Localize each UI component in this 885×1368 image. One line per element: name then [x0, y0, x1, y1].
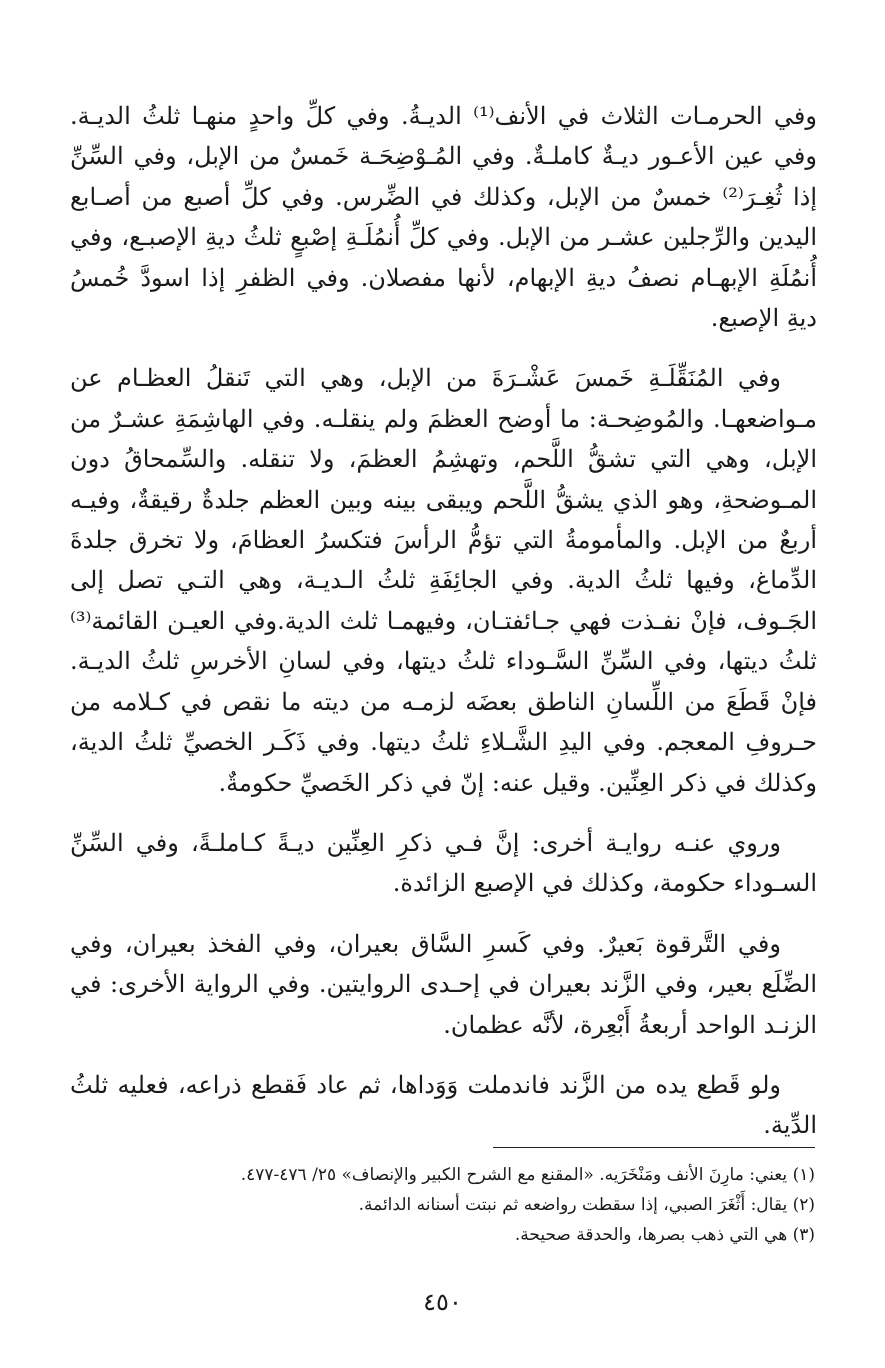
- paragraph-2: وفي المُنَقِّلَـةِ خَمسَ عَشْـرَةَ من الإبل، وهي التي تَنقلُ العظـام عن مـواضعهـا. والمُوضِحـة: ما أوضح العظمَ ولم ينقلـه. وفي الهاشِمَةِ عشـرٌ من الإبل، وهي التي تشقُّ اللَّحم، وتهشِمُ العظمَ، ولا تنقله. والسِّمحاقُ دون المـوضحةِ، وهو الذي يشقُّ اللَّحم ويبقى بينه وبين العظم جلدةٌ رقيقةٌ، وفيـه أربعٌ من الإبل. والمأمومةُ التي تؤمُّ الرأسَ فتكسرُ العظامَ، ولا تخرق جلدةَ الدِّماغ، وفيها ثلثُ الدية. وفي الجائِفَةِ ثلثُ الـديـة، وهي التـي تصل إلى الجَـوف، فإنْ نفـذت فهي جـائفتـان، وفيهمـا ثلث الدية.وفي العيـن القائمة⁽³⁾ ثلثُ ديتها، وفي السِّنِّ السَّـوداء ثلثُ ديتها، وفي لسانِ الأخرسِ ثلثُ الديـة. فإنْ قَطَعَ من اللِّسانِ الناطق بعضَه لزمـه من ديته ما نقص في كـلامه من حـروفِ المعجم. وفي اليدِ الشَّـلاءِ ثلثُ ديتها. وفي ذَكَـر الخصيِّ ثلثُ الدية، وكذلك في ذكر العِنِّين. وقيل عنه: إنّ في ذكر الخَصيِّ حكومةٌ.: [70, 364, 817, 797]
- paragraph-5: ولو قَطع يده من الزَّند فاندملت وَوَداها، ثم عاد فَقطع ذراعه، فعليه ثلثُ الدِّية.: [70, 1070, 817, 1140]
- paragraph-3: وروي عنـه روايـة أخرى: إنَّ فـي ذكرِ العِنِّين ديـةً كـاملـةً، وفي السِّنِّ السـوداء حكومة، وكذلك في الإصبع الزائدة.: [70, 828, 817, 898]
- paragraph-4: وفي التَّرقوة بَعيرٌ. وفي كَسرِ السَّاق بعيران، وفي الفخذ بعيران، وفي الضِّلَع بعير، وفي الزَّند بعيران في إحـدى الروايتين. وفي الرواية الأخرى: في الزنـد الواحد أربعةُ أَبْعِرة، لأنَّه عظمان.: [70, 929, 817, 1039]
- footnote-1: (١) يعني: مارِنَ الأنف ومَنْخَرَيه. «المقنع مع الشرح الكبير والإنصاف» ٢٥/ ٤٧٦-٤٧٧.: [240, 1165, 815, 1185]
- footnote-separator: [493, 1147, 815, 1148]
- footnote-2: (٢) يقال: أَثْغَرَ الصبي، إذا سقطت رواضعه ثم نبتت أسنانه الدائمة.: [358, 1195, 815, 1215]
- page-number: ٤٥٠: [423, 1288, 462, 1316]
- footnote-3: (٣) هي التي ذهب بصرها، والحدقة صحيحة.: [514, 1225, 815, 1245]
- paragraph-1: وفي الحرمـات الثلاث في الأنف⁽¹⁾ الديـةُ. وفي كلِّ واحدٍ منهـا ثلثُ الديـة. وفي عين الأعـور ديـةٌ كاملـةٌ. وفي المُـوْضِحَـة خَمسٌ من الإبل، وفي السِّنِّ إذا ثُغِـرَ⁽²⁾ خمسٌ من الإبل، وكذلك في الضِّرس. وفي كلِّ أصبع من أصـابع اليدين والرِّجلين عشـر من الإبل. وفي كلِّ أُنمُلَـةِ إصْبعٍ ثلثُ ديةِ الإصبـع، وفي أُنمُلَةِ الإبهـام نصفُ ديةِ الإبهام، لأنها مفصلان. وفي الظفرِ إذا اسودَّ خُمسُ ديةِ الإصبع.: [70, 102, 818, 333]
- footnotes: [70, 1160, 815, 1250]
- page-body: [70, 96, 817, 1166]
